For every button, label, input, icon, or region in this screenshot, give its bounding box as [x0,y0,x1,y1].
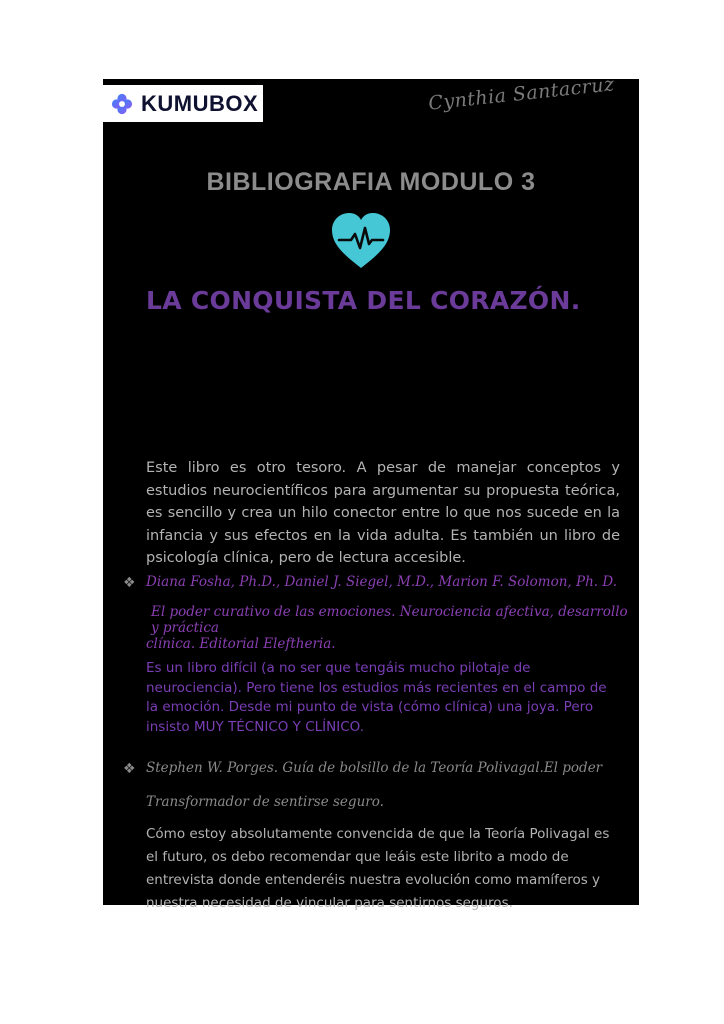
intro-paragraph: Este libro es otro tesoro. A pesar de manejar conceptos y estudios neurocientíficos para argumentar su propuesta teórica, es sencillo y crea un hilo conector entre lo que nos sucede en la infancia y sus efectos en la vida adulta. Es también un libro de psicología clínica, pero de lectura accesible. [146,460,620,566]
bullet-icon: ❖ [123,575,136,591]
heartbeat-heart-icon [329,210,393,274]
entry-book-title: Transformador de sentirse seguro. [146,794,384,810]
entry-book-title: El poder curativo de las emociones. Neurociencia afectiva, desarrollo y práctica [151,604,628,636]
entry-authors: Stephen W. Porges. Guía de bolsillo de la Teoría Polivagal.El poder [146,760,603,776]
entry-comment: Cómo estoy absolutamente convencida de que la Teoría Polivagal es el futuro, os debo recomendar que leáis este librito a modo de entrevista donde entenderéis nuestra evolución como mamíferos y nuestra necesidad de vincular para sentirnos seguros. [146,826,610,911]
entry-comment: Es un libro difícil (a no ser que tengáis mucho pilotaje de neurociencia). Pero tiene los estudios más recientes en el campo de la emoción. Desde mi punto de vista (cómo clínica) una joya. Pero insisto MUY TÉCNICO Y CLÍNICO. [146,660,607,735]
author-signature: Cynthia Santacruz [427,73,616,115]
module-title: BIBLIOGRAFIA MODULO 3 [206,168,536,196]
document-page [103,73,639,911]
book-title: LA CONQUISTA DEL CORAZÓN. [146,286,581,315]
brand-logo [103,85,263,122]
entry-book-title-continued: clínica. Editorial Eleftheria. [146,636,336,652]
bullet-icon: ❖ [123,761,136,777]
kumubox-flower-icon [111,93,133,115]
brand-name: KUMUBOX [141,90,259,116]
entry-authors: Diana Fosha, Ph.D., Daniel J. Siegel, M.D., Marion F. Solomon, Ph. D. [146,574,617,590]
